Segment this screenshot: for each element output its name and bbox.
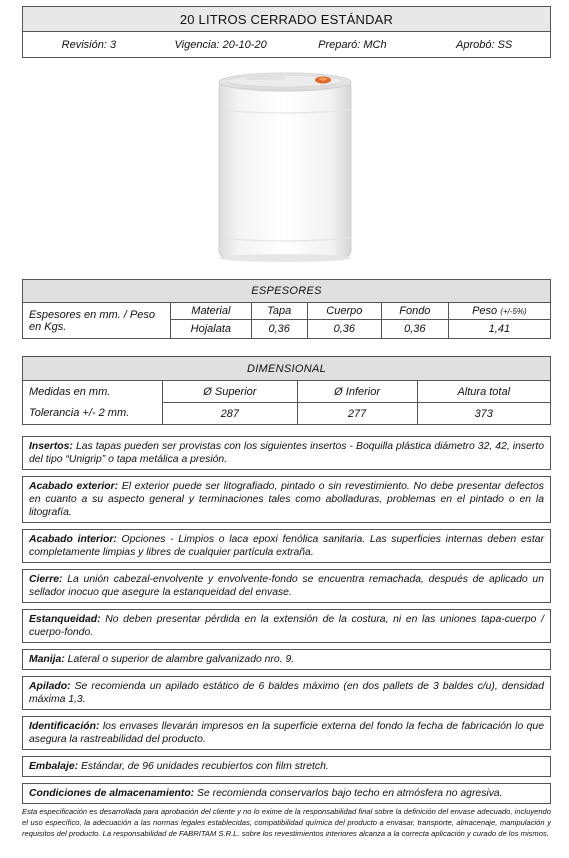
col-superior: Ø Superior xyxy=(163,381,298,403)
col-material: Material xyxy=(171,303,252,320)
clause-label: Estanqueidad: xyxy=(29,614,101,625)
col-inferior: Ø Inferior xyxy=(297,381,417,403)
clause-apilado xyxy=(22,676,551,710)
val-inferior: 277 xyxy=(297,403,417,425)
clause-estanqueidad xyxy=(22,609,551,643)
peso-label: Peso xyxy=(472,305,498,317)
clause-cierre xyxy=(22,569,551,603)
clause-identificacion xyxy=(22,716,551,750)
clause-insertos xyxy=(22,436,551,470)
revision: Revisión: 3 xyxy=(61,38,117,51)
clause-text: El exterior puede ser litografiado, pintado o sin revestimiento. No debe presentar defectos en cuanto a su aspecto general y terminaciones tales como abolladuras, problemas en el pintado o en la litografía. xyxy=(29,481,544,518)
col-peso xyxy=(448,303,550,320)
clause-text: Estándar, de 96 unidades recubiertos con film stretch. xyxy=(78,761,329,772)
col-cuerpo: Cuerpo xyxy=(307,303,381,320)
clause-label: Acabado interior: xyxy=(29,534,117,545)
clause-label: Acabado exterior: xyxy=(29,481,119,492)
clause-text: Las tapas pueden ser provistas con los siguientes insertos - Boquilla plástica diámetro 32, 42, inserto del tipo “Unigrip” o tapa metálica a presión. xyxy=(29,441,544,465)
dimensional-title: DIMENSIONAL xyxy=(23,357,551,381)
col-tapa: Tapa xyxy=(251,303,307,320)
clause-embalaje xyxy=(22,756,551,777)
footer-disclaimer: Esta especificación es desarrollada para aprobación del cliente y no lo exime de la responsabilidad final sobre la definición del envase adecuado, incluyendo el uso específico, la adecuación a las normas legales establecidas, compatibilidad química del producto a envasar, transporte, almacenaje, manipulación y requisitos del producto. La responsabilidad de FABRITAM S.R.L. sobre los revestimientos interiores alcanza a la correcta aplicación y curado de los mismos. xyxy=(22,807,551,838)
espesores-title: ESPESORES xyxy=(23,280,551,303)
pail-image xyxy=(215,70,355,264)
preparo: Preparó: MCh xyxy=(318,38,387,51)
vigencia: Vigencia: 20-10-20 xyxy=(174,38,267,51)
val-peso: 1,41 xyxy=(448,320,550,339)
document-title: 20 LITROS CERRADO ESTÁNDAR xyxy=(22,6,551,32)
peso-note: (+/-5%) xyxy=(500,307,527,316)
clauses-list xyxy=(22,436,551,810)
aprobo: Aprobó: SS xyxy=(455,38,513,51)
val-fondo: 0,36 xyxy=(381,320,448,339)
col-fondo: Fondo xyxy=(381,303,448,320)
clause-label: Insertos: xyxy=(29,441,73,452)
clause-manija xyxy=(22,649,551,670)
clause-label: Cierre: xyxy=(29,574,63,585)
espesores-label: Espesores en mm. / Peso en Kgs. xyxy=(23,303,171,339)
clause-label: Embalaje: xyxy=(29,761,79,772)
espesores-table xyxy=(22,279,551,339)
val-material: Hojalata xyxy=(171,320,252,339)
clause-text: Lateral o superior de alambre galvanizado nro. 9. xyxy=(64,654,295,665)
val-cuerpo: 0,36 xyxy=(307,320,381,339)
revision-row xyxy=(22,32,551,58)
clause-almacenamiento xyxy=(22,783,551,804)
clause-text: La unión cabezal-envolvente y envolvente-fondo se encuentra remachada, después de aplicado un sellador inocuo que asegure la estanqueidad del envase. xyxy=(29,574,544,598)
dimensional-table xyxy=(22,356,551,425)
clause-text: los envases llevarán impresos en la superficie externa del fondo la fecha de fabricación lo que asegura la rastreabilidad del producto. xyxy=(29,721,544,745)
clause-acabado-interior xyxy=(22,529,551,563)
medidas-label: Medidas en mm. xyxy=(23,381,163,403)
val-superior: 287 xyxy=(163,403,298,425)
clause-text: Se recomienda un apilado estático de 6 baldes máximo (en dos pallets de 3 baldes c/u), densidad máxima 1,3. xyxy=(29,681,544,705)
clause-text: No deben presentar pérdida en la extensión de la costura, ni en las uniones tapa-cuerpo / cuerpo-fondo. xyxy=(29,614,544,638)
clause-label: Condiciones de almacenamiento: xyxy=(29,788,195,799)
clause-label: Apilado: xyxy=(29,681,71,692)
clause-text: Opciones - Limpios o laca epoxi fenólica sanitaria. Las superficies internas deben estar completamente limpias y libres de cualquier partícula extraña. xyxy=(29,534,544,558)
clause-label: Manija: xyxy=(29,654,65,665)
clause-text: Se recomienda conservarlos bajo techo en atmósfera no agresiva. xyxy=(194,788,503,799)
col-altura: Altura total xyxy=(417,381,551,403)
clause-label: Identificación: xyxy=(29,721,100,732)
val-tapa: 0,36 xyxy=(251,320,307,339)
val-altura: 373 xyxy=(417,403,551,425)
tolerancia-label: Tolerancia +/- 2 mm. xyxy=(23,403,163,425)
clause-acabado-exterior xyxy=(22,476,551,523)
